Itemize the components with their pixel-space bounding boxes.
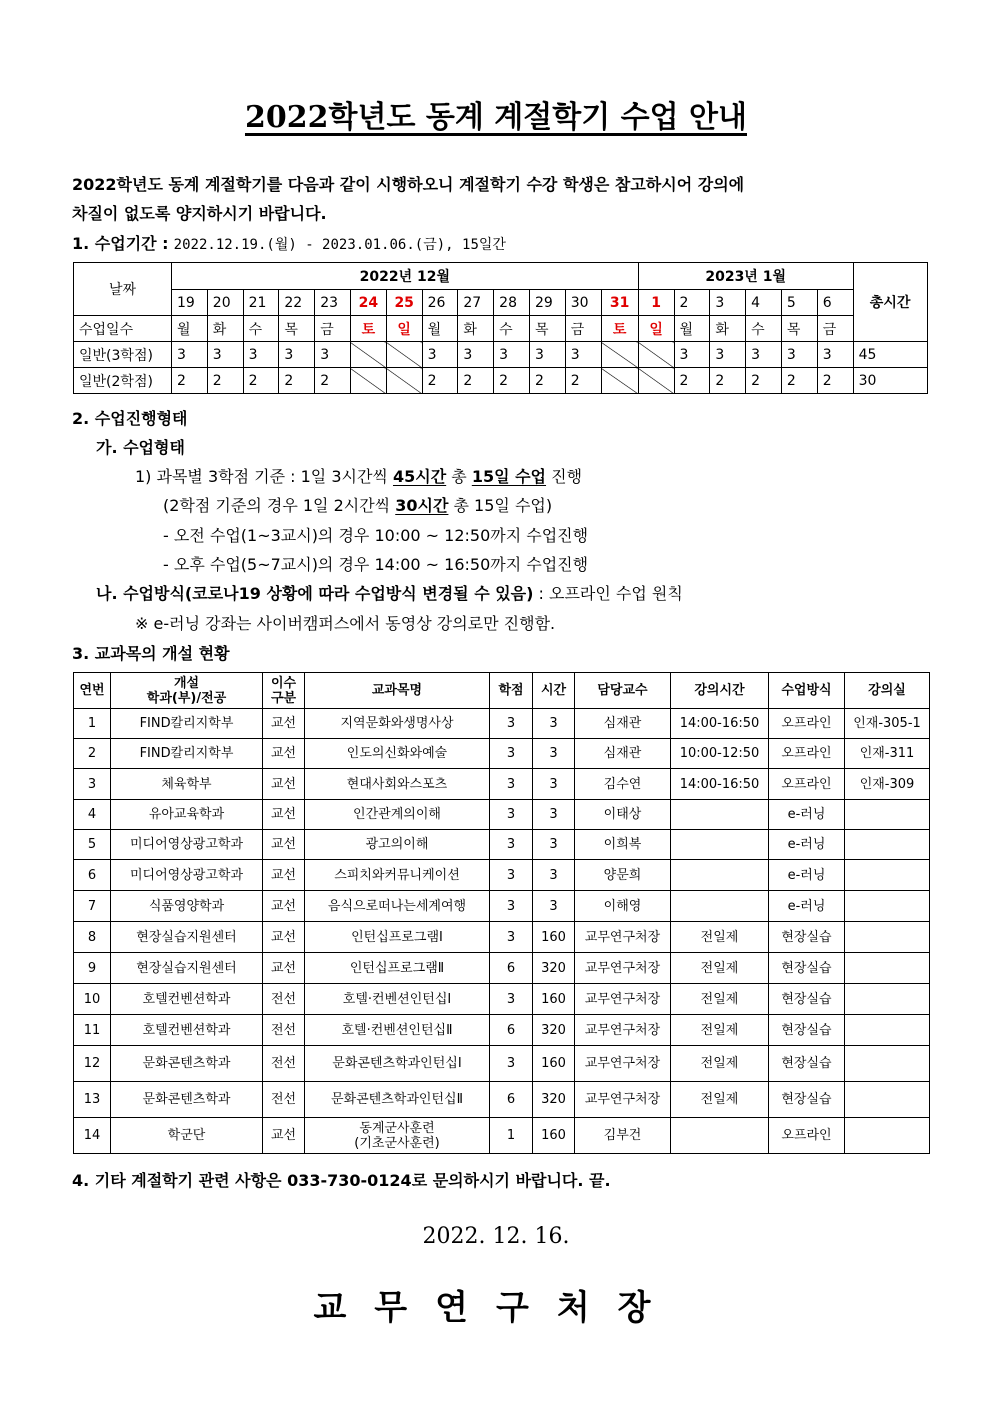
cell-type: 전선 — [263, 1082, 305, 1118]
header-time: 강의시간 — [671, 673, 769, 709]
item1-post: 진행 — [546, 467, 583, 486]
course-name-line2: (기초군사훈련) — [354, 1135, 440, 1151]
calendar-weekday: 금 — [315, 316, 351, 342]
cell-no: 3 — [74, 769, 111, 800]
cell-room: 인재-305-1 — [845, 709, 930, 739]
header-dept — [111, 673, 263, 709]
cell-room — [845, 1118, 930, 1154]
course-name-line1: 동계군사훈련 — [359, 1120, 435, 1136]
calendar-date: 20 — [207, 290, 243, 316]
cell-course: 인간관계의이해 — [305, 800, 490, 830]
hours-cell: 3 — [529, 342, 565, 368]
cell-time: 전일제 — [671, 953, 769, 984]
cell-course — [305, 1118, 490, 1154]
hours-cell: 3 — [243, 342, 279, 368]
cell-room — [845, 984, 930, 1015]
cell-room — [845, 1082, 930, 1118]
cell-room — [845, 891, 930, 922]
calendar-weekday: 수 — [494, 316, 530, 342]
cell-method: 현장실습 — [769, 1015, 845, 1046]
calendar-weekday: 목 — [279, 316, 315, 342]
cell-prof: 교무연구처장 — [575, 953, 671, 984]
cell-course: 인턴십프로그램Ⅱ — [305, 953, 490, 984]
calendar-weekday: 금 — [565, 316, 601, 342]
cell-no: 12 — [74, 1046, 111, 1082]
cell-prof: 김수연 — [575, 769, 671, 800]
table-row — [74, 709, 930, 739]
hours-cell: 3 — [207, 342, 243, 368]
header-dept-line1: 개설 — [173, 675, 200, 691]
cell-prof: 심재관 — [575, 739, 671, 769]
month-dec-2022: 2022년 12월 — [172, 263, 639, 290]
total-hours-label: 총시간 — [853, 263, 927, 342]
hours-cell: 2 — [243, 368, 279, 394]
item1-hours: 45시간 — [392, 467, 447, 486]
no-class-cell — [601, 368, 638, 394]
item2-text: (2학점 기준의 경우 1일 2시간씩 — [163, 496, 396, 515]
calendar-date: 26 — [422, 290, 458, 316]
calendar-date: 25 — [386, 290, 422, 316]
table-row — [74, 1118, 930, 1154]
calendar-date: 29 — [529, 290, 565, 316]
cell-hours: 320 — [533, 1015, 575, 1046]
header-prof: 담당교수 — [575, 673, 671, 709]
cell-no: 10 — [74, 984, 111, 1015]
section3-heading: 3. 교과목의 개설 현황 — [72, 644, 230, 663]
hours-cell: 2 — [565, 368, 601, 394]
calendar-weekday: 목 — [529, 316, 565, 342]
header-credit: 학점 — [490, 673, 533, 709]
cell-dept: 식품영양학과 — [111, 891, 263, 922]
header-method: 수업방식 — [769, 673, 845, 709]
calendar-date: 27 — [458, 290, 494, 316]
calendar-weekday: 화 — [207, 316, 243, 342]
schedule-calendar-table — [73, 262, 928, 394]
cell-hours: 3 — [533, 739, 575, 769]
cell-type: 교선 — [263, 830, 305, 860]
hours-cell: 3 — [458, 342, 494, 368]
cell-no: 11 — [74, 1015, 111, 1046]
cell-method: 오프라인 — [769, 709, 845, 739]
calendar-hours-row — [74, 342, 928, 368]
calendar-date: 6 — [817, 290, 853, 316]
cell-time: 전일제 — [671, 1015, 769, 1046]
calendar-date: 4 — [746, 290, 782, 316]
item1-text: 1) 과목별 3학점 기준 : 1일 3시간씩 — [135, 467, 393, 486]
hours-cell: 3 — [279, 342, 315, 368]
cell-type: 교선 — [263, 953, 305, 984]
cell-method: 현장실습 — [769, 953, 845, 984]
calendar-weekday: 수 — [746, 316, 782, 342]
section2-heading: 2. 수업진행형태 — [72, 409, 188, 428]
cell-type: 교선 — [263, 922, 305, 953]
cell-room — [845, 922, 930, 953]
cell-hours: 3 — [533, 891, 575, 922]
cell-course: 광고의이해 — [305, 830, 490, 860]
hours-cell: 3 — [674, 342, 710, 368]
cell-time — [671, 891, 769, 922]
cell-hours: 3 — [533, 709, 575, 739]
cell-dept: 호텔컨벤션학과 — [111, 1015, 263, 1046]
calendar-date-row — [74, 290, 928, 316]
hours-cell: 2 — [781, 368, 817, 394]
calendar-weekday: 일 — [386, 316, 422, 342]
cell-course: 인턴십프로그램Ⅰ — [305, 922, 490, 953]
cell-credit: 3 — [490, 891, 533, 922]
header-room: 강의실 — [845, 673, 930, 709]
calendar-weekday: 월 — [172, 316, 208, 342]
cell-course: 인도의신화와예술 — [305, 739, 490, 769]
intro-line-1: 2022학년도 동계 계절학기를 다음과 같이 시행하오니 계절학기 수강 학생은 참고하시어 강의에 — [72, 175, 745, 194]
no-class-cell — [350, 342, 386, 368]
cell-time: 전일제 — [671, 1082, 769, 1118]
cell-method: 현장실습 — [769, 1082, 845, 1118]
calendar-weekday: 월 — [674, 316, 710, 342]
course-table-header — [74, 673, 930, 709]
calendar-month-row — [74, 263, 928, 290]
total-hours-cell: 30 — [853, 368, 927, 394]
hours-cell: 3 — [710, 342, 746, 368]
cell-no: 1 — [74, 709, 111, 739]
cell-dept: 현장실습지원센터 — [111, 953, 263, 984]
cell-room — [845, 1015, 930, 1046]
sub-b-heading: 나. 수업방식(코로나19 상황에 따라 수업방식 변경될 수 있음) — [96, 584, 534, 603]
cell-type: 교선 — [263, 739, 305, 769]
table-row — [74, 922, 930, 953]
table-row — [74, 984, 930, 1015]
cell-method: e-러닝 — [769, 891, 845, 922]
cell-dept: 학군단 — [111, 1118, 263, 1154]
cell-prof: 교무연구처장 — [575, 1046, 671, 1082]
cell-prof: 교무연구처장 — [575, 922, 671, 953]
calendar-weekday: 수 — [243, 316, 279, 342]
cell-course: 지역문화와생명사상 — [305, 709, 490, 739]
cell-prof: 양문희 — [575, 860, 671, 891]
cell-credit: 3 — [490, 769, 533, 800]
cell-prof: 이희복 — [575, 830, 671, 860]
hours-cell: 2 — [458, 368, 494, 394]
calendar-date: 2 — [674, 290, 710, 316]
cell-method: 현장실습 — [769, 984, 845, 1015]
hours-cell: 2 — [710, 368, 746, 394]
cell-prof: 교무연구처장 — [575, 1015, 671, 1046]
cell-credit: 3 — [490, 800, 533, 830]
cell-credit: 3 — [490, 1046, 533, 1082]
cell-course: 호텔·컨벤션인턴십Ⅰ — [305, 984, 490, 1015]
cell-credit: 3 — [490, 830, 533, 860]
header-type-line2: 구분 — [270, 690, 297, 706]
cell-no: 7 — [74, 891, 111, 922]
calendar-date: 23 — [315, 290, 351, 316]
cell-method: e-러닝 — [769, 800, 845, 830]
cell-time: 전일제 — [671, 1046, 769, 1082]
cell-dept: 문화콘텐츠학과 — [111, 1082, 263, 1118]
calendar-weekday: 화 — [458, 316, 494, 342]
cell-type: 교선 — [263, 709, 305, 739]
cell-time: 14:00-16:50 — [671, 769, 769, 800]
page-title: 2022학년도 동계 계절학기 수업 안내 — [244, 100, 747, 135]
table-row — [74, 800, 930, 830]
cell-credit: 3 — [490, 739, 533, 769]
cell-dept: 체육학부 — [111, 769, 263, 800]
cell-type: 교선 — [263, 891, 305, 922]
cell-hours: 160 — [533, 1046, 575, 1082]
hours-cell: 2 — [207, 368, 243, 394]
table-row — [74, 739, 930, 769]
hours-cell: 2 — [529, 368, 565, 394]
cell-hours: 320 — [533, 953, 575, 984]
table-row — [74, 769, 930, 800]
calendar-weekday: 월 — [422, 316, 458, 342]
calendar-date: 19 — [172, 290, 208, 316]
cell-no: 8 — [74, 922, 111, 953]
calendar-date: 24 — [350, 290, 386, 316]
hours-cell: 2 — [315, 368, 351, 394]
hours-cell: 3 — [781, 342, 817, 368]
cell-method: 오프라인 — [769, 739, 845, 769]
no-class-cell — [638, 342, 674, 368]
cell-time — [671, 1118, 769, 1154]
cell-type: 교선 — [263, 769, 305, 800]
cell-credit: 3 — [490, 860, 533, 891]
cell-method: e-러닝 — [769, 860, 845, 891]
row-label: 일반(3학점) — [74, 342, 172, 368]
cell-prof: 교무연구처장 — [575, 1082, 671, 1118]
document-date: 2022. 12. 16. — [422, 1224, 570, 1249]
section2-sub-b — [96, 581, 683, 604]
cell-hours: 320 — [533, 1082, 575, 1118]
cell-method: e-러닝 — [769, 830, 845, 860]
cell-dept: FIND칼리지학부 — [111, 739, 263, 769]
cell-course: 문화콘텐츠학과인턴십Ⅰ — [305, 1046, 490, 1082]
cell-prof: 이태상 — [575, 800, 671, 830]
cell-time: 전일제 — [671, 922, 769, 953]
item1-mid: 총 — [446, 467, 472, 486]
cell-no: 14 — [74, 1118, 111, 1154]
cell-room — [845, 830, 930, 860]
cell-dept: 문화콘텐츠학과 — [111, 1046, 263, 1082]
cell-prof: 교무연구처장 — [575, 984, 671, 1015]
calendar-weekday: 일 — [638, 316, 674, 342]
cell-credit: 3 — [490, 709, 533, 739]
cell-credit: 6 — [490, 953, 533, 984]
cell-room: 인재-311 — [845, 739, 930, 769]
calendar-weekday: 화 — [710, 316, 746, 342]
calendar-date: 21 — [243, 290, 279, 316]
cell-hours: 160 — [533, 922, 575, 953]
cell-room: 인재-309 — [845, 769, 930, 800]
cell-time: 전일제 — [671, 984, 769, 1015]
item2-hours: 30시간 — [395, 496, 449, 515]
cell-hours: 3 — [533, 769, 575, 800]
cell-room — [845, 800, 930, 830]
cell-type: 전선 — [263, 1046, 305, 1082]
cell-type: 교선 — [263, 800, 305, 830]
hours-cell: 2 — [279, 368, 315, 394]
sub-b-value: : 오프라인 수업 원칙 — [533, 584, 683, 603]
cell-type: 전선 — [263, 984, 305, 1015]
header-type — [263, 673, 305, 709]
cell-type: 전선 — [263, 1015, 305, 1046]
section2-item1 — [135, 464, 582, 487]
table-row — [74, 891, 930, 922]
cell-dept: 현장실습지원센터 — [111, 922, 263, 953]
hours-cell: 2 — [494, 368, 530, 394]
cell-course: 스피치와커뮤니케이션 — [305, 860, 490, 891]
section4-contact: 4. 기타 계절학기 관련 사항은 033-730-0124로 문의하시기 바랍니다. 끝. — [72, 1171, 611, 1190]
hours-cell: 3 — [172, 342, 208, 368]
cell-no: 2 — [74, 739, 111, 769]
section1-heading: 1. 수업기간 : — [72, 234, 169, 253]
cell-method: 현장실습 — [769, 1046, 845, 1082]
calendar-date: 31 — [601, 290, 638, 316]
cell-no: 13 — [74, 1082, 111, 1118]
cell-hours: 3 — [533, 860, 575, 891]
cell-credit: 6 — [490, 1015, 533, 1046]
cell-course: 문화콘텐츠학과인턴십Ⅱ — [305, 1082, 490, 1118]
table-row — [74, 830, 930, 860]
cell-time: 10:00-12:50 — [671, 739, 769, 769]
calendar-weekday: 토 — [601, 316, 638, 342]
cell-credit: 3 — [490, 922, 533, 953]
no-class-cell — [386, 342, 422, 368]
cell-time — [671, 800, 769, 830]
header-no: 연번 — [74, 673, 111, 709]
hours-cell: 3 — [565, 342, 601, 368]
cell-credit: 1 — [490, 1118, 533, 1154]
hours-cell: 3 — [315, 342, 351, 368]
header-dept-line2: 학과(부)/전공 — [146, 690, 227, 706]
hours-cell: 2 — [674, 368, 710, 394]
calendar-weekday: 토 — [350, 316, 386, 342]
cell-dept: FIND칼리지학부 — [111, 709, 263, 739]
course-table — [73, 672, 930, 1154]
cell-room — [845, 953, 930, 984]
cell-dept: 유아교육학과 — [111, 800, 263, 830]
table-row — [74, 1015, 930, 1046]
calendar-date: 1 — [638, 290, 674, 316]
cell-method: 현장실습 — [769, 922, 845, 953]
calendar-date: 22 — [279, 290, 315, 316]
total-hours-cell: 45 — [853, 342, 927, 368]
cell-no: 6 — [74, 860, 111, 891]
table-row — [74, 1046, 930, 1082]
calendar-hours-row — [74, 368, 928, 394]
cell-no: 4 — [74, 800, 111, 830]
hours-cell: 3 — [746, 342, 782, 368]
cell-dept: 호텔컨벤션학과 — [111, 984, 263, 1015]
hours-cell: 2 — [422, 368, 458, 394]
signature: 교무연구처장 — [313, 1288, 679, 1328]
cell-prof: 심재관 — [575, 709, 671, 739]
table-row — [74, 1082, 930, 1118]
header-course: 교과목명 — [305, 673, 490, 709]
hours-cell: 3 — [494, 342, 530, 368]
section1-line — [72, 231, 506, 254]
hours-cell: 2 — [817, 368, 853, 394]
header-type-line1: 이수 — [270, 675, 297, 691]
cell-no: 9 — [74, 953, 111, 984]
cell-hours: 3 — [533, 800, 575, 830]
section2-item2 — [163, 493, 552, 516]
hours-cell: 3 — [817, 342, 853, 368]
cell-dept: 미디어영상광고학과 — [111, 830, 263, 860]
calendar-weekday-row — [74, 316, 928, 342]
class-days-label: 수업일수 — [74, 316, 172, 342]
elearning-note: ※ e-러닝 강좌는 사이버캠퍼스에서 동영상 강의로만 진행함. — [135, 614, 556, 633]
class-period: 2022.12.19.(월) - 2023.01.06.(금), 15일간 — [173, 237, 506, 253]
calendar-weekday: 목 — [781, 316, 817, 342]
cell-credit: 3 — [490, 984, 533, 1015]
afternoon-class-note: - 오후 수업(5~7교시)의 경우 14:00 ~ 16:50까지 수업진행 — [163, 555, 589, 574]
item2-post: 총 15일 수업) — [448, 496, 553, 515]
section2-sub-a: 가. 수업형태 — [96, 438, 185, 457]
header-hours: 시간 — [533, 673, 575, 709]
date-label: 날짜 — [74, 263, 172, 316]
calendar-weekday: 금 — [817, 316, 853, 342]
cell-time — [671, 860, 769, 891]
calendar-date: 28 — [494, 290, 530, 316]
cell-prof: 김부건 — [575, 1118, 671, 1154]
row-label: 일반(2학점) — [74, 368, 172, 394]
cell-type: 교선 — [263, 1118, 305, 1154]
cell-course: 호텔·컨벤션인턴십Ⅱ — [305, 1015, 490, 1046]
no-class-cell — [601, 342, 638, 368]
cell-credit: 6 — [490, 1082, 533, 1118]
month-jan-2023: 2023년 1월 — [638, 263, 853, 290]
cell-no: 5 — [74, 830, 111, 860]
hours-cell: 3 — [422, 342, 458, 368]
no-class-cell — [638, 368, 674, 394]
cell-dept: 미디어영상광고학과 — [111, 860, 263, 891]
no-class-cell — [386, 368, 422, 394]
cell-hours: 160 — [533, 984, 575, 1015]
cell-room — [845, 860, 930, 891]
hours-cell: 2 — [172, 368, 208, 394]
cell-course: 현대사회와스포츠 — [305, 769, 490, 800]
calendar-date: 5 — [781, 290, 817, 316]
hours-cell: 2 — [746, 368, 782, 394]
intro-line-2: 차질이 없도록 양지하시기 바랍니다. — [72, 204, 327, 223]
cell-time — [671, 830, 769, 860]
calendar-date: 30 — [565, 290, 601, 316]
calendar-date: 3 — [710, 290, 746, 316]
cell-course: 음식으로떠나는세계여행 — [305, 891, 490, 922]
cell-method: 오프라인 — [769, 769, 845, 800]
cell-hours: 160 — [533, 1118, 575, 1154]
item1-days: 15일 수업 — [471, 467, 547, 486]
cell-hours: 3 — [533, 830, 575, 860]
morning-class-note: - 오전 수업(1~3교시)의 경우 10:00 ~ 12:50까지 수업진행 — [163, 526, 589, 545]
cell-prof: 이해영 — [575, 891, 671, 922]
no-class-cell — [350, 368, 386, 394]
cell-method: 오프라인 — [769, 1118, 845, 1154]
cell-time: 14:00-16:50 — [671, 709, 769, 739]
cell-room — [845, 1046, 930, 1082]
cell-type: 교선 — [263, 860, 305, 891]
table-row — [74, 860, 930, 891]
table-row — [74, 953, 930, 984]
